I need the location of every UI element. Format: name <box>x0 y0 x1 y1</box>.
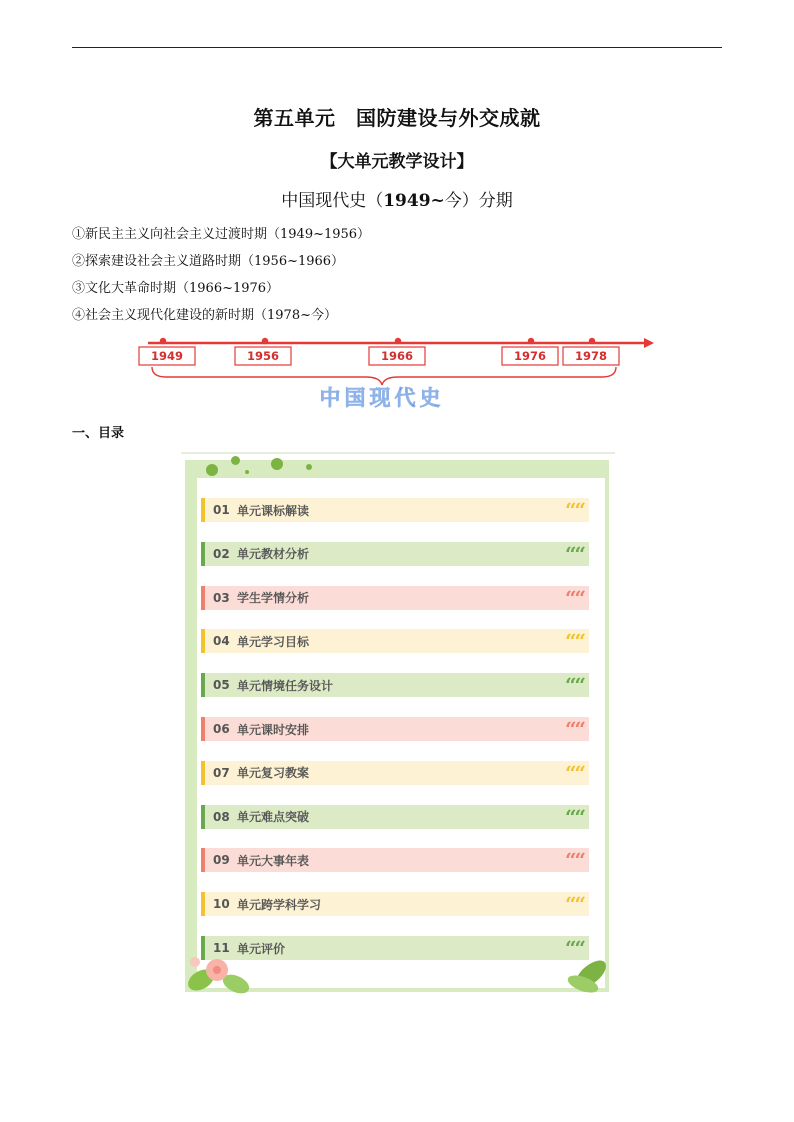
toc-item-number: 08 <box>213 809 230 824</box>
toc-item-number: 02 <box>213 546 230 561</box>
toc-item-label: 单元大事年表 <box>237 853 310 868</box>
timeline-dot <box>589 338 595 344</box>
toc-item-label: 单元跨学科学习 <box>237 897 322 912</box>
toc-item-07[interactable] <box>201 761 589 785</box>
quote-icon: ““ <box>565 936 585 960</box>
toc-item-label: 单元复习教案 <box>237 766 310 781</box>
toc-item-accent-bar <box>201 586 205 610</box>
timeline-year-1956: 1956 <box>246 349 280 363</box>
toc-item-03[interactable] <box>201 586 589 610</box>
flower-decoration-icon <box>181 940 261 996</box>
period-item-1: ①新民主主义向社会主义过渡时期（1949~1956） <box>72 227 371 242</box>
toc-item-06[interactable] <box>201 717 589 741</box>
toc-item-number: 06 <box>213 722 230 736</box>
quote-icon: ““ <box>565 585 585 610</box>
toc-item-label: 单元情境任务设计 <box>237 678 334 693</box>
decor-dot <box>306 464 312 470</box>
timeline-year-1978: 1978 <box>574 349 608 363</box>
page-subtitle: 【大单元教学设计】 <box>320 152 474 172</box>
quote-icon: ““ <box>565 717 585 741</box>
toc-item-accent-bar <box>201 542 205 566</box>
toc-item-04[interactable] <box>201 629 589 653</box>
header-rule <box>72 47 722 48</box>
quote-icon: ““ <box>565 629 585 654</box>
toc-item-accent-bar <box>201 848 205 872</box>
period-item-2: ②探索建设社会主义道路时期（1956~1966） <box>72 254 345 269</box>
timeline-brace-label: 中国现代史 <box>319 385 445 410</box>
toc-item-01[interactable] <box>201 498 589 522</box>
toc-item-08[interactable] <box>201 805 589 829</box>
toc-item-label: 单元学习目标 <box>237 634 310 649</box>
quote-icon: ““ <box>565 892 585 917</box>
period-heading-suffix: 今）分期 <box>444 191 513 211</box>
decor-dot <box>271 458 283 470</box>
timeline-dot <box>395 338 401 344</box>
decor-dot <box>206 464 218 476</box>
timeline-dot <box>528 338 534 344</box>
period-heading-prefix: 中国现代史（ <box>281 191 384 211</box>
period-item-4: ④社会主义现代化建设的新时期（1978~今） <box>72 308 337 323</box>
timeline-year-1949: 1949 <box>150 349 184 363</box>
timeline-dot <box>160 338 166 344</box>
toc-item-accent-bar <box>201 673 205 697</box>
toc-item-label: 单元评价 <box>237 941 286 956</box>
timeline-brace <box>152 367 616 385</box>
toc-item-accent-bar <box>201 629 205 653</box>
quote-icon: ““ <box>565 541 585 566</box>
toc-item-number: 11 <box>213 941 230 955</box>
quote-icon: ““ <box>565 848 585 873</box>
toc-item-accent-bar <box>201 761 205 785</box>
toc-item-accent-bar <box>201 892 205 916</box>
period-heading <box>0 186 794 211</box>
toc-item-number: 10 <box>213 897 230 912</box>
toc-item-accent-bar <box>201 498 205 522</box>
section-heading-contents: 一、目录 <box>72 426 125 441</box>
quote-icon: ““ <box>565 498 585 522</box>
toc-item-number: 07 <box>213 765 230 780</box>
quote-icon: ““ <box>565 673 585 698</box>
timeline-arrow-icon <box>644 338 654 348</box>
period-item-3: ③文化大革命时期（1966~1976） <box>72 281 280 296</box>
toc-item-label: 学生学情分析 <box>237 591 310 606</box>
page-title: 第五单元 国防建设与外交成就 <box>253 106 541 130</box>
toc-item-label: 单元课时安排 <box>237 722 310 737</box>
period-heading-range: 1949~ <box>383 191 445 211</box>
toc-item-number: 01 <box>213 503 230 517</box>
toc-item-number: 09 <box>213 853 230 868</box>
toc-item-number: 05 <box>213 678 230 693</box>
decor-dot <box>245 470 249 474</box>
toc-item-accent-bar <box>201 805 205 829</box>
toc-item-10[interactable] <box>201 892 589 916</box>
toc-item-09[interactable] <box>201 848 589 872</box>
toc-item-label: 单元教材分析 <box>237 547 310 562</box>
decor-dot <box>231 456 240 465</box>
toc-item-02[interactable] <box>201 542 589 566</box>
timeline-year-1966: 1966 <box>380 349 414 363</box>
toc-item-accent-bar <box>201 717 205 741</box>
toc-item-label: 单元课标解读 <box>237 503 310 518</box>
leaf-decoration-icon <box>561 944 615 996</box>
quote-icon: ““ <box>565 804 585 829</box>
table-of-contents <box>181 452 615 996</box>
timeline-year-1976: 1976 <box>513 349 547 363</box>
toc-item-label: 单元难点突破 <box>237 810 310 825</box>
timeline <box>136 333 656 413</box>
quote-icon: ““ <box>565 760 585 785</box>
timeline-dot <box>262 338 268 344</box>
toc-item-number: 03 <box>213 590 230 605</box>
toc-item-05[interactable] <box>201 673 589 697</box>
toc-item-number: 04 <box>213 634 230 649</box>
